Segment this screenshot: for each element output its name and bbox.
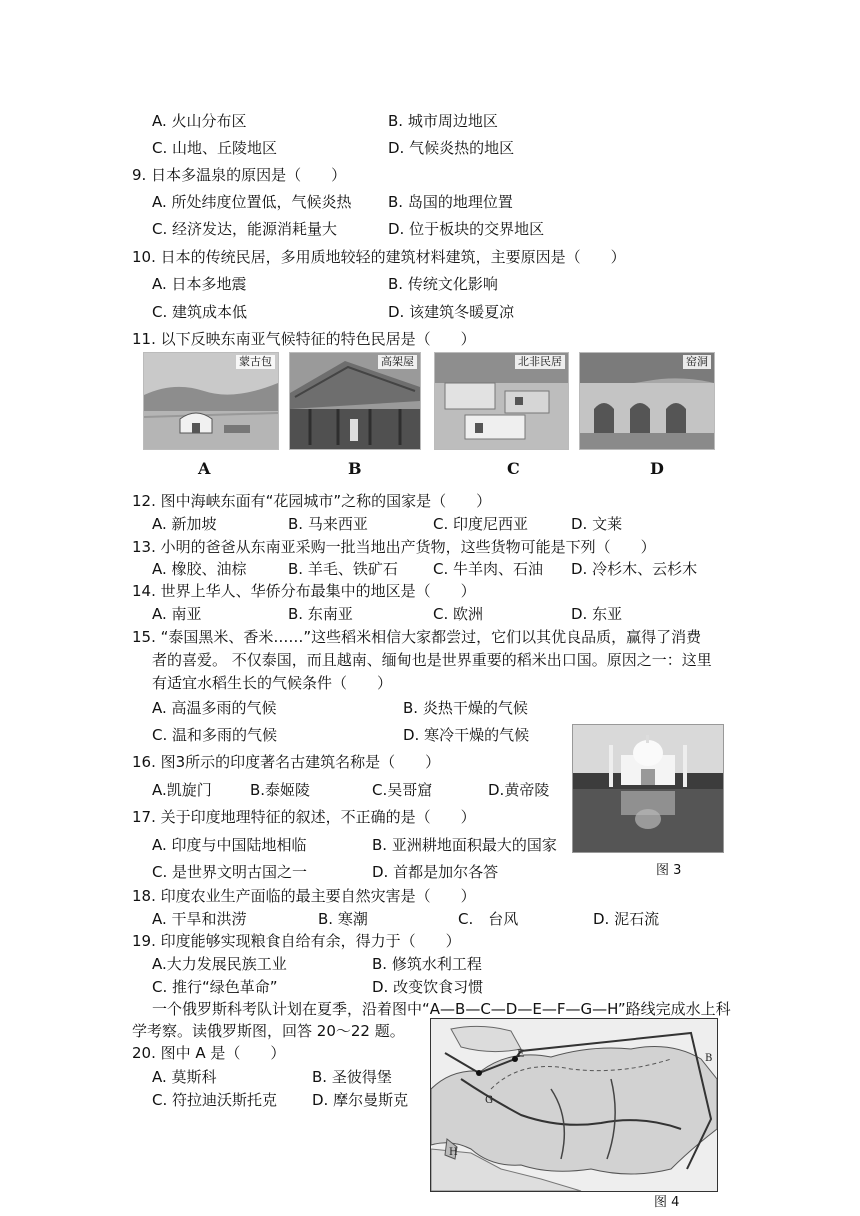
q20-stem: 20. 图中 A 是（ ） xyxy=(132,1044,286,1062)
q19-option-b: B. 修筑水利工程 xyxy=(372,955,482,973)
photo-c-tag: 北非民居 xyxy=(515,355,565,369)
q10-option-d: D. 该建筑冬暖夏凉 xyxy=(388,303,515,321)
photo-b-tag: 高架屋 xyxy=(378,355,417,369)
map-label-h: H xyxy=(449,1147,458,1158)
q18-option-a: A. 干旱和洪涝 xyxy=(152,910,247,928)
figure-4-russia-map xyxy=(430,1018,718,1192)
q9-option-c: C. 经济发达，能源消耗量大 xyxy=(152,220,338,238)
q12-stem: 12. 图中海峡东面有“花园城市”之称的国家是（ ） xyxy=(132,492,492,510)
q18-option-d: D. 泥石流 xyxy=(593,910,660,928)
q14-option-a: A. 南亚 xyxy=(152,605,202,623)
q11-stem: 11. 以下反映东南亚气候特征的特色民居是（ ） xyxy=(132,330,476,348)
photo-mongolian-yurt xyxy=(143,352,279,450)
q14-option-b: B. 东南亚 xyxy=(288,605,353,623)
q15-line-2: 者的喜爱。 不仅泰国，而且越南、缅甸也是世界重要的稻米出口国。原因之一：这里 xyxy=(152,651,712,669)
q9-option-d: D. 位于板块的交界地区 xyxy=(388,220,545,238)
q15-line-1: 15. “泰国黑米、香米……”这些稻米相信大家都尝过，它们以其优良品质，赢得了消费 xyxy=(132,628,702,646)
q8-option-a: A. 火山分布区 xyxy=(152,112,247,130)
intro-line-1: 一个俄罗斯科考队计划在夏季，沿着图中“A—B—C—D—E—F—G—H”路线完成水上科 xyxy=(152,1000,731,1018)
q13-option-a: A. 橡胶、油棕 xyxy=(152,560,247,578)
q12-option-d: D. 文莱 xyxy=(571,515,623,533)
q8-option-b: B. 城市周边地区 xyxy=(388,112,498,130)
q10-option-a: A. 日本多地震 xyxy=(152,275,247,293)
q8-option-c: C. 山地、丘陵地区 xyxy=(152,139,278,157)
q9-option-b: B. 岛国的地理位置 xyxy=(388,193,513,211)
q12-option-a: A. 新加坡 xyxy=(152,515,217,533)
q10-option-c: C. 建筑成本低 xyxy=(152,303,248,321)
q14-stem: 14. 世界上华人、华侨分布最集中的地区是（ ） xyxy=(132,582,476,600)
q15-line-3: 有适宜水稻生长的气候条件（ ） xyxy=(152,674,393,692)
q9-stem: 9. 日本多温泉的原因是（ ） xyxy=(132,166,347,184)
photo-c-letter: C xyxy=(507,459,520,478)
map-label-b: B xyxy=(705,1053,713,1064)
q20-option-a: A. 莫斯科 xyxy=(152,1068,217,1086)
photo-a-letter: A xyxy=(198,459,211,478)
q15-option-c: C. 温和多雨的气候 xyxy=(152,726,278,744)
q17-option-b: B. 亚洲耕地面积最大的国家 xyxy=(372,836,557,854)
q17-stem: 17. 关于印度地理特征的叙述，不正确的是（ ） xyxy=(132,808,476,826)
q18-stem: 18. 印度农业生产面临的最主要自然灾害是（ ） xyxy=(132,887,476,905)
q8-option-d: D. 气候炎热的地区 xyxy=(388,139,515,157)
photo-d-tag: 窑洞 xyxy=(683,355,711,369)
q17-option-d: D. 首都是加尔各答 xyxy=(372,863,499,881)
q16-option-c: C.吴哥窟 xyxy=(372,781,433,799)
q9-option-a: A. 所处纬度位置低，气候炎热 xyxy=(152,193,352,211)
q19-option-c: C. 推行“绿色革命” xyxy=(152,978,278,996)
q12-option-c: C. 印度尼西亚 xyxy=(433,515,529,533)
map-label-g: G xyxy=(485,1095,493,1106)
q16-option-b: B.泰姬陵 xyxy=(250,781,311,799)
figure-4-caption: 图 4 xyxy=(654,1195,680,1210)
photo-stilt-house xyxy=(289,352,421,450)
q13-option-d: D. 冷杉木、云杉木 xyxy=(571,560,698,578)
figure-3-taj-mahal-photo xyxy=(572,724,724,853)
q16-option-a: A.凯旋门 xyxy=(152,781,212,799)
q14-option-c: C. 欧洲 xyxy=(433,605,484,623)
q19-option-a: A.大力发展民族工业 xyxy=(152,955,287,973)
q15-option-d: D. 寒冷干燥的气候 xyxy=(403,726,530,744)
q13-option-c: C. 牛羊肉、石油 xyxy=(433,560,544,578)
q13-option-b: B. 羊毛、铁矿石 xyxy=(288,560,398,578)
q18-option-c: C. 台风 xyxy=(458,910,519,928)
q15-option-a: A. 高温多雨的气候 xyxy=(152,699,277,717)
q15-option-b: B. 炎热干燥的气候 xyxy=(403,699,528,717)
q18-option-b: B. 寒潮 xyxy=(318,910,368,928)
map-label-e: E xyxy=(517,1049,525,1060)
q16-stem: 16. 图3所示的印度著名古建筑名称是（ ） xyxy=(132,753,441,771)
q17-option-a: A. 印度与中国陆地相临 xyxy=(152,836,307,854)
q12-option-b: B. 马来西亚 xyxy=(288,515,368,533)
q19-option-d: D. 改变饮食习惯 xyxy=(372,978,484,996)
q20-option-d: D. 摩尔曼斯克 xyxy=(312,1091,409,1109)
figure-3-caption: 图 3 xyxy=(656,863,682,878)
intro-line-2: 学考察。读俄罗斯图，回答 20～22 题。 xyxy=(132,1022,405,1040)
q10-stem: 10. 日本的传统民居，多用质地较轻的建筑材料建筑，主要原因是（ ） xyxy=(132,248,626,266)
q14-option-d: D. 东亚 xyxy=(571,605,623,623)
photo-north-african-dwelling xyxy=(434,352,569,450)
photo-cave-dwelling xyxy=(579,352,715,450)
q13-stem: 13. 小明的爸爸从东南亚采购一批当地出产货物，这些货物可能是下列（ ） xyxy=(132,538,656,556)
q20-option-b: B. 圣彼得堡 xyxy=(312,1068,392,1086)
photo-b-letter: B xyxy=(348,459,362,478)
photo-a-tag: 蒙古包 xyxy=(236,355,275,369)
q10-option-b: B. 传统文化影响 xyxy=(388,275,498,293)
q17-option-c: C. 是世界文明古国之一 xyxy=(152,863,308,881)
q20-option-c: C. 符拉迪沃斯托克 xyxy=(152,1091,278,1109)
q19-stem: 19. 印度能够实现粮食自给有余，得力于（ ） xyxy=(132,932,461,950)
photo-d-letter: D xyxy=(650,459,664,478)
q16-option-d: D.黄帝陵 xyxy=(488,781,550,799)
